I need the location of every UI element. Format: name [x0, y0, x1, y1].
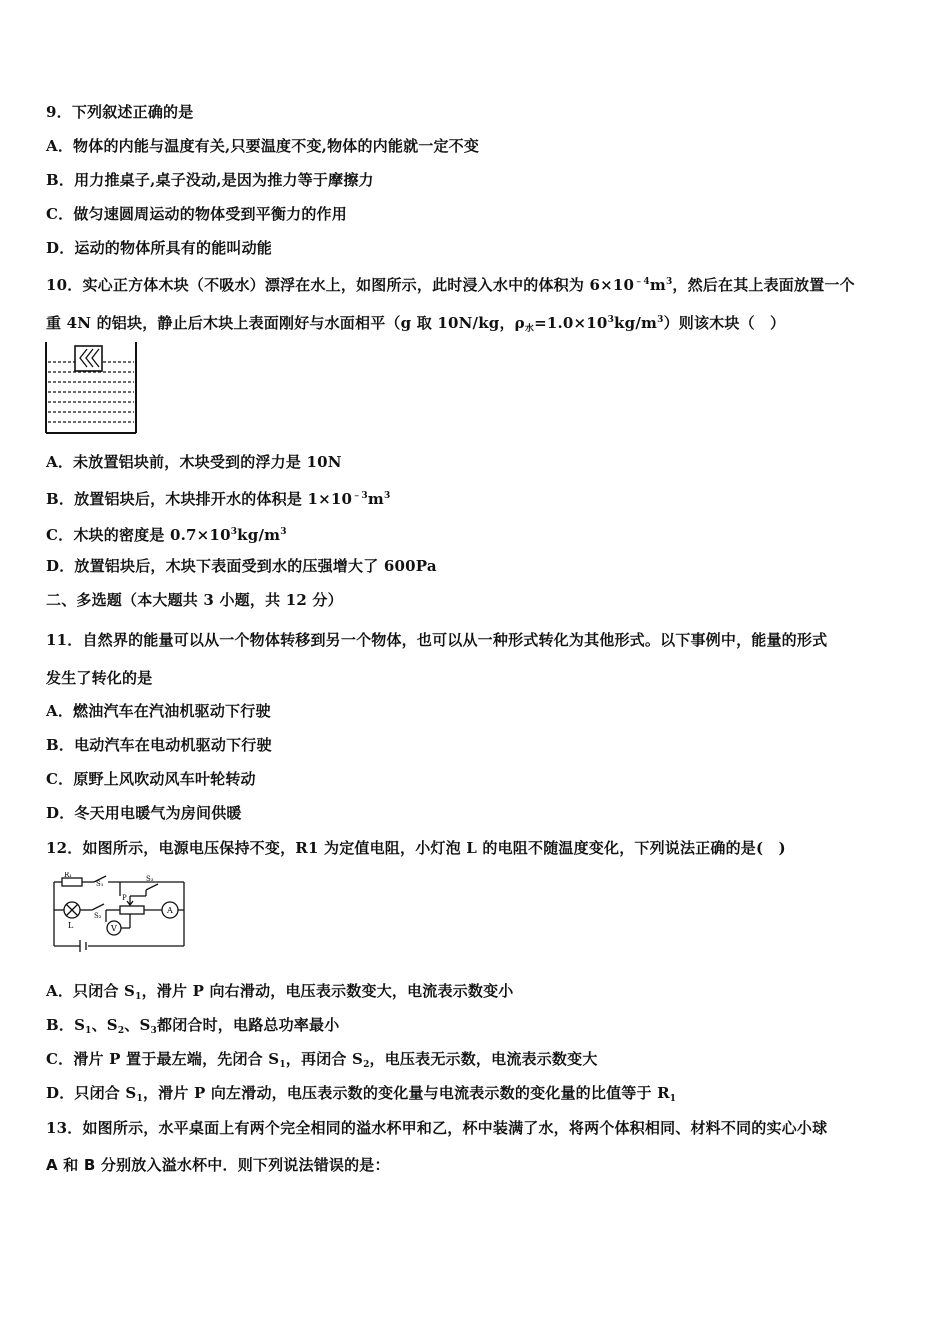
q10-stem-line1: 10．实心正方体木块（不吸水）漂浮在水上，如图所示，此时浸入水中的体积为 $6\times 10^{﹣4}m^3$，然后在其上表面放置一个: [46, 276, 855, 294]
q9-option-a: A．物体的内能与温度有关,只要温度不变,物体的内能就一定不变: [46, 137, 480, 155]
q12-option-b: B．$S_1$、$S_2$、$S_3$都闭合时，电路总功率最小: [46, 1016, 340, 1036]
circuit-label-s1: S₁: [96, 880, 104, 888]
q10-stem-line2: 重 4N 的铝块，静止后木块上表面刚好与水面相平（g 取 10N/kg，$\rho_水=1.0\times 10^3kg/m^3$）则该木块（ ）: [46, 314, 786, 334]
circuit-label-voltmeter: V: [111, 924, 117, 933]
q11-stem-line2: 发生了转化的是: [46, 669, 153, 687]
circuit-label-l: L: [68, 921, 74, 930]
circuit-label-ammeter: A: [167, 906, 173, 915]
circuit-label-r1: R₁: [64, 872, 73, 879]
circuit-diagram: [50, 872, 190, 952]
circuit-label-s3: S₃: [146, 875, 154, 883]
q9-option-d: D．运动的物体所具有的能叫动能: [46, 239, 273, 257]
q10-option-b: B．放置铝块后，木块排开水的体积是 $1\times 10^{﹣3}m^3$: [46, 490, 391, 508]
q9-stem: 9．下列叙述正确的是: [46, 103, 194, 121]
q12-stem: 12．如图所示，电源电压保持不变，R1 为定值电阻，小灯泡 L 的电阻不随温度变化，下列说法正确的是( ): [46, 839, 786, 857]
q11-option-d: D．冬天用电暖气为房间供暖: [46, 804, 242, 822]
q9-option-b: B．用力推桌子,桌子没动,是因为推力等于摩擦力: [46, 171, 374, 189]
q12-option-c: C．滑片 P 置于最左端，先闭合 $S_1$，再闭合 $S_2$，电压表无示数，电流表示数变大: [46, 1050, 598, 1070]
section-heading: 二、多选题（本大题共 3 小题，共 12 分）: [46, 591, 343, 609]
q13-stem-line2: A 和 B 分别放入溢水杯中．则下列说法错误的是：: [46, 1156, 390, 1174]
q12-option-a: A．只闭合 $S_1$，滑片 P 向右滑动，电压表示数变大，电流表示数变小: [46, 982, 514, 1002]
q11-option-b: B．电动汽车在电动机驱动下行驶: [46, 736, 272, 754]
q10-option-d: D．放置铝块后，木块下表面受到水的压强增大了 600Pa: [46, 557, 437, 575]
q11-option-c: C．原野上风吹动风车叶轮转动: [46, 770, 256, 788]
q11-option-a: A．燃油汽车在汽油机驱动下行驶: [46, 702, 271, 720]
q13-stem-line1: 13．如图所示，水平桌面上有两个完全相同的溢水杯甲和乙，杯中装满了水，将两个体积相同、材料不同的实心小球: [46, 1119, 828, 1137]
circuit-label-p: P: [122, 894, 127, 902]
q11-stem-line1: 11．自然界的能量可以从一个物体转移到另一个物体，也可以从一种形式转化为其他形式。以下事例中，能量的形式: [46, 631, 828, 649]
circuit-label-s2: S₂: [94, 912, 102, 920]
q9-option-c: C．做匀速圆周运动的物体受到平衡力的作用: [46, 205, 347, 223]
q12-option-d: D．只闭合 $S_1$，滑片 P 向左滑动，电压表示数的变化量与电流表示数的变化量的比值等于 $R_1$: [46, 1084, 677, 1104]
floating-block-figure: [44, 340, 140, 436]
q10-option-c: C．木块的密度是 $0.7\times 10^3kg/m^3$: [46, 526, 287, 544]
q10-option-a: A．未放置铝块前，木块受到的浮力是 10N: [46, 453, 342, 471]
